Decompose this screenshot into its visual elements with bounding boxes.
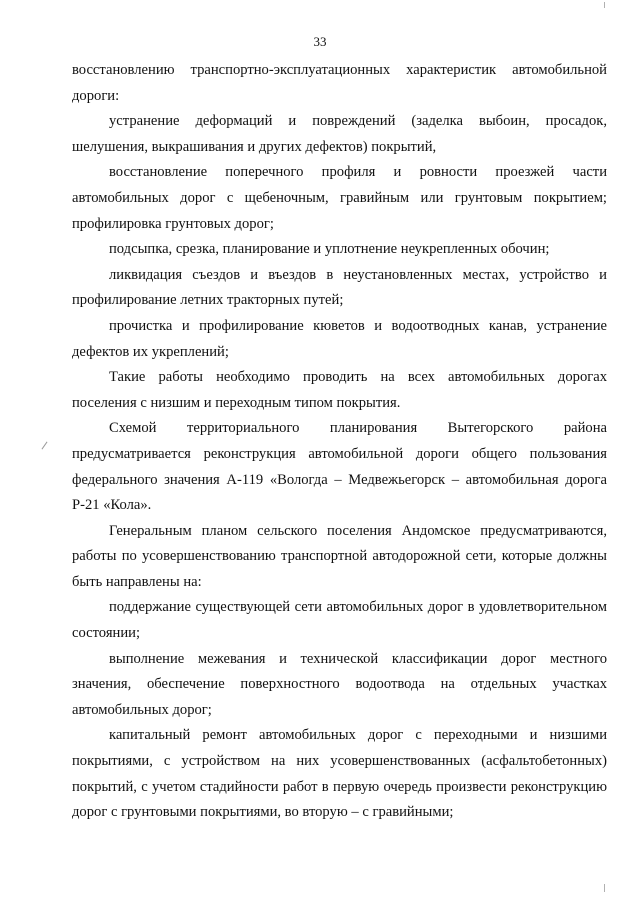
scan-mark <box>604 2 605 8</box>
paragraph: Схемой территориального планирования Вытегорского района предусматривается реконструкция автомобильной дороги общего пользования федерального значения А-119 «Вологда – Медвежьегорск – автомобильная дорога Р-21 «Кола». <box>72 420 607 514</box>
paragraph-list-item: поддержание существующей сети автомобильных дорог в удовлетворительном состоянии; <box>72 599 607 642</box>
paragraph: Генеральным планом сельского поселения Андомское предусматриваются, работы по усовершенствованию транспортной автодорожной сети, которые должны быть направлены на: <box>72 522 607 590</box>
paragraph-list-item: устранение деформаций и повреждений (заделка выбоин, просадок, шелушения, выкрашивания и других дефектов) покрытий, <box>72 113 607 155</box>
scan-mark <box>604 884 605 892</box>
page-number: 33 <box>313 34 327 49</box>
paragraph-list-item: восстановление поперечного профиля и ровности проезжей части автомобильных дорог с щебеночным, гравийным или грунтовым покрытием; профилировка грунтовых дорог; <box>72 164 607 232</box>
paragraph-list-item: прочистка и профилирование кюветов и водоотводных канав, устранение дефектов их укреплений; <box>72 317 607 360</box>
paragraph-list-item: подсыпка, срезка, планирование и уплотнение неукрепленных обочин; <box>109 241 550 258</box>
scan-mark <box>42 442 48 450</box>
paragraph-list-item: выполнение межевания и технической классификации дорог местного значения, обеспечение поверхностного водоотвода на отдельных участках автомобильных дорог; <box>72 650 607 718</box>
paragraph: Такие работы необходимо проводить на всех автомобильных дорогах поселения с низшим и переходным типом покрытия. <box>72 369 607 411</box>
paragraph-list-item: ликвидация съездов и въездов в неустановленных местах, устройство и профилирование летних тракторных путей; <box>72 266 607 309</box>
paragraph-list-item: капитальный ремонт автомобильных дорог с переходными и низшими покрытиями, с устройством на них усовершенствованных (асфальтобетонных) покрытий, с учетом стадийности работ в первую очередь произвести реконструкцию дорог с грунтовыми покрытиями, во вторую – с гравийными; <box>72 727 607 821</box>
paragraph-continuation: восстановлению транспортно-эксплуатационных характеристик автомобильной дороги: <box>72 62 607 104</box>
body-text <box>72 58 607 826</box>
